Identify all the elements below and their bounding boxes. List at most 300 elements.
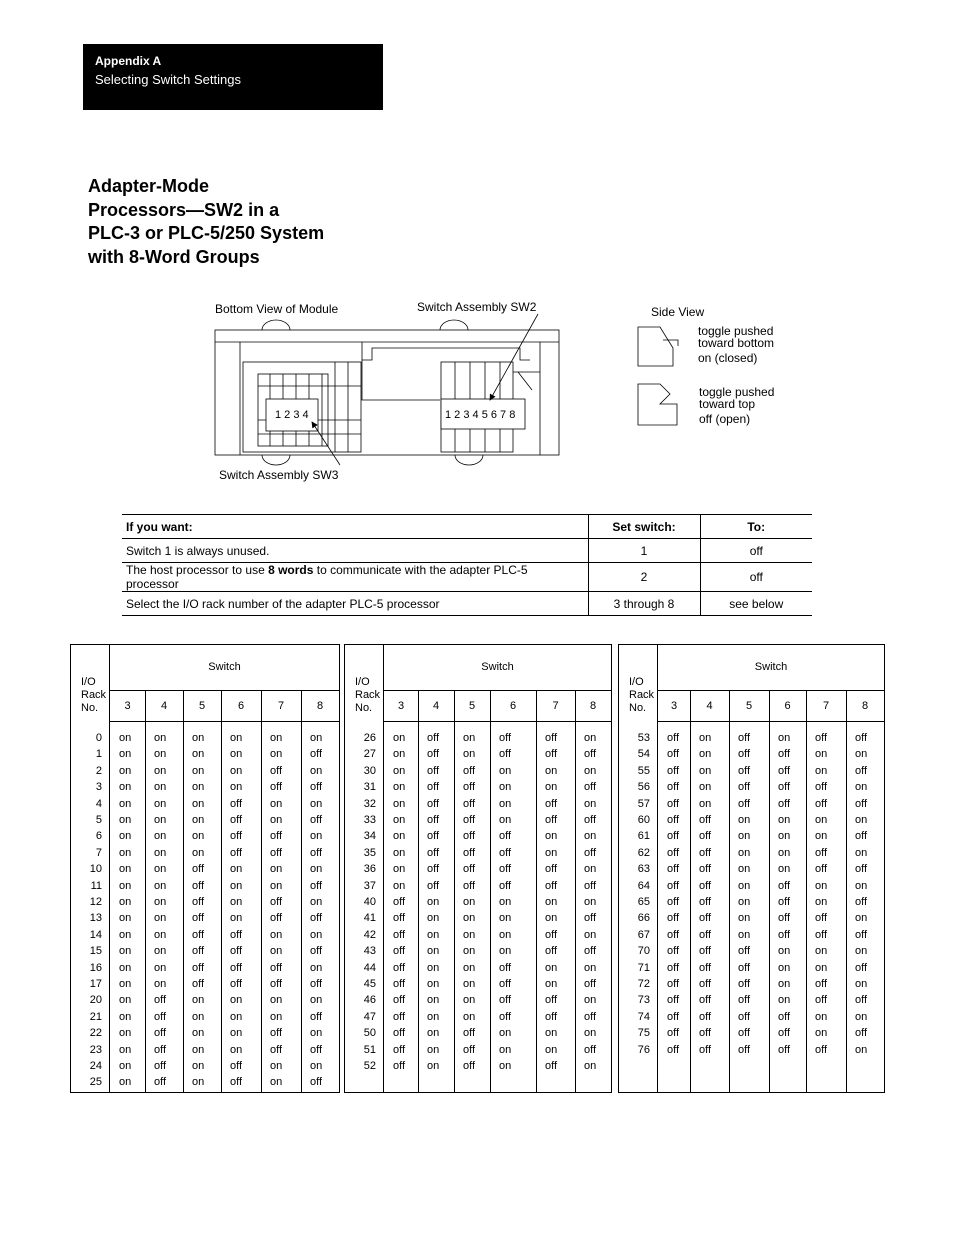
switch-value: on [230,994,243,1007]
switch-value: on [230,1043,243,1056]
column-separator [418,691,419,1092]
switch-value: off [230,1060,243,1072]
switch-value: off [584,879,597,892]
switch-value: on [427,928,440,941]
switch-number: 7 [822,700,830,712]
switch-value: off [463,1060,476,1072]
rack-header-line: Rack [629,689,655,701]
switch-value: on [699,797,712,810]
switch-value: off [699,978,712,990]
switch-value: off [778,912,791,925]
switch-value: on [192,732,205,744]
rack-number: 57 [637,797,650,810]
switch-value: off [499,846,512,859]
switch-value: on [855,945,868,958]
switch-value: on [499,945,512,958]
switch-value: off [230,945,243,958]
switch-value: on [192,1060,205,1072]
switch-value: on [499,781,512,794]
switch-value: on [154,781,167,794]
switch-value: off [815,863,828,876]
switch-value: off [667,978,680,990]
switch-value: off [192,912,205,925]
switch-value: off [192,961,205,974]
rack-number: 37 [363,879,376,892]
switch-value: off [463,879,476,892]
rack-number: 46 [363,994,376,1007]
switch-value: on [192,994,205,1007]
switch-value: on [119,846,132,859]
switch-value: off [427,781,440,794]
rack-number: 62 [637,846,650,859]
switch-value: on [738,879,751,892]
switch-value: off [270,1043,283,1056]
switch-value: off [738,764,751,777]
switch-value: off [584,1043,597,1056]
switch-value: off [230,978,243,990]
switch-value: off [427,797,440,810]
switch-value: off [310,1043,323,1056]
switch-value: on [192,764,205,777]
switch-value: off [427,732,440,744]
switch-value: on [815,748,828,761]
switch-value: on [815,896,828,908]
switch-value: off [855,764,868,777]
rack-number: 56 [637,781,650,794]
switch-value: off [667,879,680,892]
switch-value: on [119,1027,132,1040]
rack-number: 53 [637,732,650,744]
switch-value: on [119,748,132,761]
switch-value: on [815,945,828,958]
column-separator [145,691,146,1092]
rack-number: 76 [637,1043,650,1056]
switch-value: off [427,879,440,892]
switch-value: off [855,863,868,876]
switch-value: off [699,863,712,876]
switch-value: on [270,748,283,761]
switch-value: on [815,1027,828,1040]
switch-value: off [667,748,680,761]
switch-value: on [499,896,512,908]
switch-value: off [778,1010,791,1023]
switch-value: off [815,978,828,990]
rack-number: 23 [89,1043,102,1056]
switch-value: on [699,748,712,761]
switch-value: on [230,781,243,794]
to-cell: off [700,539,812,563]
rack-header-line: I/O [355,676,370,688]
switch-value: on [584,961,597,974]
side-view-label: Side View [651,305,705,319]
title-line: PLC-3 or PLC-5/250 System [88,223,325,243]
rack-number: 0 [95,732,102,744]
switch-value: on [699,732,712,744]
switch-value: on [230,732,243,744]
switch-value: on [192,846,205,859]
switch-value: off [192,879,205,892]
switch-value: off [815,994,828,1007]
switch-value: off [667,945,680,958]
switch-value: off [230,961,243,974]
switch-value: off [154,1027,167,1040]
switch-value: on [545,846,558,859]
switch-value: off [310,879,323,892]
switch-value: on [778,846,791,859]
rack-number: 3 [95,781,102,794]
switch-value: on [154,879,167,892]
switch-value: on [545,1043,558,1056]
switch-value: on [545,896,558,908]
switch-header: Switch [658,645,884,691]
switch-value: off [499,978,512,990]
rack-header-line: Rack [355,689,381,701]
switch-value: off [815,928,828,941]
switch-value: off [815,781,828,794]
module-outline [215,330,559,455]
open-line-2: toward top [699,397,756,411]
rack-number: 43 [363,945,376,958]
switch-value: on [499,912,512,925]
rack-number: 74 [637,1010,650,1023]
switch-value: on [119,797,132,810]
switch-value: off [270,781,283,794]
switch-value: off [545,879,558,892]
column-separator [575,691,576,1092]
switch-value: on [427,1027,440,1040]
switch-value: on [699,781,712,794]
switch-value: off [230,814,243,826]
switch-value: off [699,912,712,925]
switch-value: off [499,830,512,843]
rack-number: 5 [95,814,102,826]
rack-header-line: I/O [81,676,96,688]
rack-number: 6 [95,830,102,843]
rack-number: 54 [637,748,650,761]
switch-value: off [738,1027,751,1040]
switch-value: off [667,846,680,859]
switch-value: on [738,863,751,876]
rack-number: 30 [363,764,376,777]
switch-value: off [230,1076,243,1089]
switch-value: off [738,1043,751,1056]
rack-header-line: No. [81,702,99,714]
switch-value: on [778,814,791,826]
switch-value: off [310,1076,323,1089]
switch-value: off [699,961,712,974]
switch-value: off [393,1043,406,1056]
switch-value: on [154,814,167,826]
switch-value: on [855,814,868,826]
switch-value: on [310,863,323,876]
switch-cell: 2 [588,563,700,592]
rack-number: 15 [89,945,102,958]
switch-value: off [427,748,440,761]
switch-value: on [584,1027,597,1040]
switch-value: off [310,748,323,761]
rack-number: 35 [363,846,376,859]
rack-header-label [355,676,380,715]
rack-number: 65 [637,896,650,908]
switch-value: on [738,896,751,908]
rack-number: 36 [363,863,376,876]
column-separator [183,691,184,1092]
switch-value: off [778,1027,791,1040]
switch-value: on [815,961,828,974]
rack-header-label [81,676,106,715]
switch-value: off [699,994,712,1007]
switch-value: off [738,945,751,958]
switch-value: on [855,1010,868,1023]
switch-value: off [393,945,406,958]
switch-value: off [545,945,558,958]
switch-value: off [667,896,680,908]
column-separator [301,691,302,1092]
switch-value: on [584,732,597,744]
switch-number: 4 [432,700,440,712]
table-row [122,592,812,616]
switch-value: off [667,830,680,843]
switch-value: on [310,928,323,941]
switch-value: on [270,1010,283,1023]
rack-number: 67 [637,928,650,941]
rack-number: 1 [95,748,102,761]
switch-value: off [545,797,558,810]
switch-value: off [230,830,243,843]
switch-value: on [738,814,751,826]
switch-value: on [815,814,828,826]
switch-value: off [270,764,283,777]
switch-value: on [545,912,558,925]
rack-number: 26 [363,732,376,744]
switch-value: off [667,1043,680,1056]
switch-value: on [119,830,132,843]
rack-number: 10 [89,863,102,876]
switch-value: on [584,797,597,810]
switch-value: on [230,1027,243,1040]
switch-number: 3 [124,700,131,712]
switch-value: on [270,945,283,958]
switch-value: on [119,1010,132,1023]
switch-value: on [119,863,132,876]
rack-header-line: I/O [629,676,644,688]
switch-value: off [310,1010,323,1023]
column-separator [806,691,807,1092]
rack-number: 32 [363,797,376,810]
switch-value: on [778,830,791,843]
rack-number: 11 [90,879,102,892]
switch-value: on [499,1043,512,1056]
switch-value: on [154,748,167,761]
switch-value: on [427,978,440,990]
switch-value: on [778,994,791,1007]
switch-value: on [119,1043,132,1056]
switch-value: off [778,928,791,941]
switch-value: off [855,732,868,744]
switch-value: off [393,978,406,990]
switch-value: off [393,1010,406,1023]
switch-value: off [584,945,597,958]
switch-value: on [119,961,132,974]
switch-value: on [119,879,132,892]
rack-number: 64 [637,879,650,892]
switch-value: on [230,896,243,908]
switch-value: off [270,846,283,859]
switch-value: off [778,748,791,761]
bottom-view-label: Bottom View of Module [215,302,339,316]
switch-number: 6 [509,700,517,712]
rack-number: 44 [363,961,376,974]
toggle-closed-icon [638,327,673,366]
switch-value: on [230,863,243,876]
switch-value: off [699,814,712,826]
switch-value: off [463,846,476,859]
switch-value: off [393,928,406,941]
switch-value: on [427,945,440,958]
switch-value: on [463,945,476,958]
switch-value: off [667,814,680,826]
rack-number: 63 [637,863,650,876]
switch-value: on [230,1010,243,1023]
switch-value: on [310,994,323,1007]
switch-value: off [855,797,868,810]
switch-value: off [463,781,476,794]
switch-cell: 1 [588,539,700,563]
toggle-open-icon [638,384,677,425]
switch-value: on [463,961,476,974]
switch-number: 7 [277,700,285,712]
switch-value: off [699,846,712,859]
switch-value: on [499,797,512,810]
switch-value: off [855,928,868,941]
column-separator [490,691,491,1092]
switch-value: off [738,732,751,744]
switch-value: off [463,764,476,777]
switch-value: off [499,1010,512,1023]
switch-value: off [855,1027,868,1040]
rack-number: 70 [637,945,650,958]
switch-value: on [463,1010,476,1023]
sw3-label: Switch Assembly SW3 [219,468,339,482]
switch-value: on [192,814,205,826]
switch-value: off [192,863,205,876]
switch-value: off [154,1043,167,1056]
switch-value: on [855,748,868,761]
switch-value: off [270,830,283,843]
switch-value: on [463,748,476,761]
switch-value: on [584,764,597,777]
switch-value: off [815,912,828,925]
switch-value: on [119,781,132,794]
switch-value: on [270,732,283,744]
switch-value: on [119,978,132,990]
switch-value: off [855,830,868,843]
switch-value: on [230,764,243,777]
rack-number: 4 [95,797,102,810]
switch-value: off [738,961,751,974]
switch-value: off [154,1060,167,1072]
switch-value: on [119,928,132,941]
rack-number: 61 [637,830,650,843]
switch-value: on [393,797,406,810]
switch-value: off [738,1010,751,1023]
rack-number: 47 [363,1010,376,1023]
switch-number: 8 [861,700,869,712]
rack-number: 72 [637,978,650,990]
switch-value: on [270,928,283,941]
rack-number: 33 [363,814,376,826]
rack-table-2 [344,644,612,1093]
column-separator [536,691,537,1092]
switch-value: off [699,928,712,941]
switch-number: 4 [706,700,713,712]
switch-value: on [778,863,791,876]
switch-value: off [499,732,512,744]
rack-table-3 [618,644,885,1093]
switch-value: on [545,764,558,777]
switch-value: off [230,928,243,941]
rack-number: 66 [637,912,650,925]
switch-value: on [584,896,597,908]
switch-value: off [463,830,476,843]
switch-value: on [154,846,167,859]
switch-value: off [699,945,712,958]
switch-value: on [855,781,868,794]
switch-value: off [667,1027,680,1040]
open-line-3: off (open) [699,412,751,426]
switch-value: on [230,879,243,892]
rack-number: 20 [89,994,102,1007]
switch-value: off [499,879,512,892]
switch-value: off [545,928,558,941]
switch-value: on [310,1060,323,1072]
switch-value: off [699,1010,712,1023]
closed-line-1: toggle pushed [698,324,774,338]
table-header-row [122,515,812,539]
switch-number: 6 [237,700,245,712]
switch-value: off [393,994,406,1007]
switch-value: on [270,797,283,810]
rack-number: 14 [89,928,102,941]
switch-value: on [815,830,828,843]
switch-value: off [310,912,323,925]
switch-value: on [584,830,597,843]
switch-value: on [310,1027,323,1040]
rack-number: 12 [89,896,102,908]
switch-value: off [499,748,512,761]
switch-value: off [270,896,283,908]
switch-value: off [545,1060,558,1072]
rack-number: 40 [363,896,376,908]
switch-value: off [310,814,323,826]
appendix-label: Appendix A [95,54,162,68]
want-cell [122,563,588,592]
rack-number: 75 [637,1027,650,1040]
switch-value: on [499,1060,512,1072]
switch-value: off [393,912,406,925]
switch-value: off [584,748,597,761]
switch-value: on [463,896,476,908]
want-bold-text: 8 words [268,563,314,577]
switch-value: on [393,732,406,744]
switch-value: on [119,1060,132,1072]
switch-value: on [545,830,558,843]
switch-value: on [270,1076,283,1089]
switch-number: 3 [670,700,678,712]
switch-value: on [154,961,167,974]
title-line: Processors—SW2 in a [88,199,280,220]
rack-number: 24 [89,1060,102,1072]
